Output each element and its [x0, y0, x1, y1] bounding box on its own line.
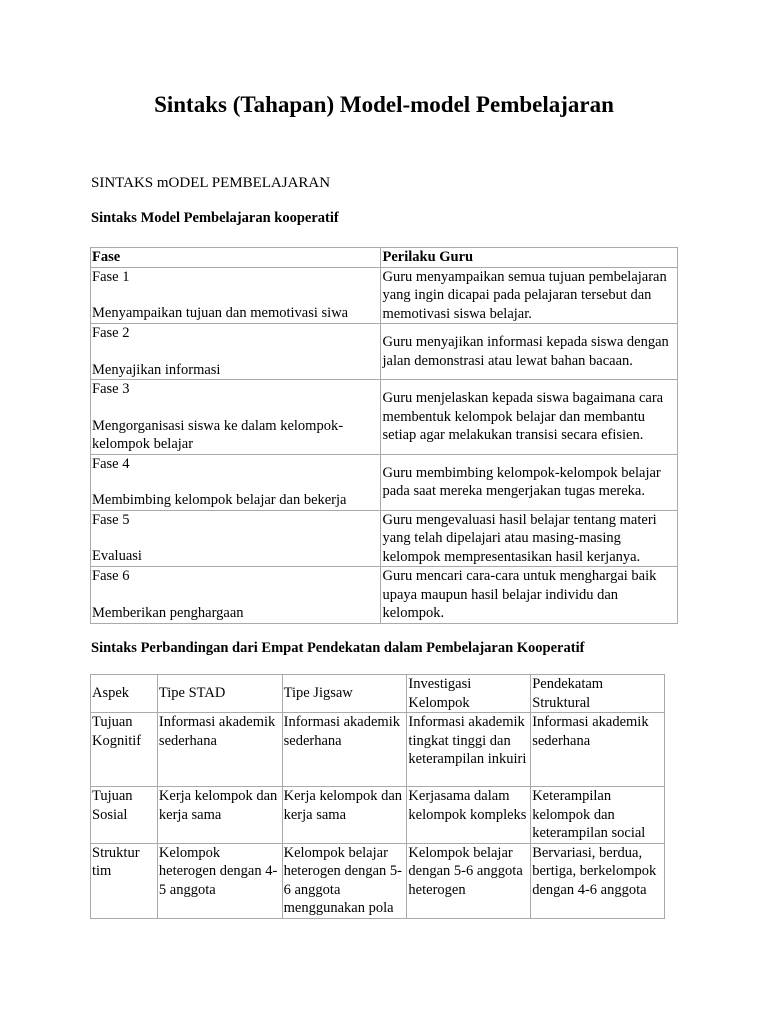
comparison-table [90, 674, 665, 919]
fase-number: Fase 3 [92, 381, 130, 397]
fase-number: Fase 6 [92, 568, 130, 584]
table-row [91, 713, 665, 787]
table-row [91, 787, 665, 844]
table-cell: Kelompok belajar heterogen dengan 5-6 anggota menggunakan pola [282, 843, 407, 918]
fase-number: Fase 2 [92, 325, 130, 341]
column-header-jigsaw: Tipe Jigsaw [282, 675, 407, 713]
teacher-behavior-cell: Guru menyampaikan semua tujuan pembelajaran yang ingin dicapai pada pelajaran tersebut dan memotivasi siswa belajar. [381, 267, 678, 324]
teacher-behavior-cell: Guru membimbing kelompok-kelompok belajar pada saat mereka mengerjakan tugas mereka. [381, 454, 678, 510]
subheading: SINTAKS mODEL PEMBELAJARAN [91, 175, 331, 191]
fase-description: Memberikan penghargaan [92, 604, 244, 621]
table-header-row [91, 675, 665, 713]
fase-cell [91, 454, 381, 510]
table-row [91, 510, 678, 567]
table-row [91, 567, 678, 624]
column-header-fase: Fase [91, 248, 381, 268]
table-row [91, 454, 678, 510]
column-header-perilaku-guru: Perilaku Guru [381, 248, 678, 268]
fase-cell [91, 510, 381, 567]
fase-number: Fase 4 [92, 455, 130, 472]
fase-cell [91, 567, 381, 624]
table-row [91, 843, 665, 918]
column-header-struktural: Pendekatam Struktural [531, 675, 665, 713]
fase-description: Menyajikan informasi [92, 361, 221, 378]
fase-description: Membimbing kelompok belajar dan bekerja [92, 492, 347, 508]
teacher-behavior-cell: Guru menyajikan informasi kepada siswa dengan jalan demonstrasi atau lewat bahan bacaan. [381, 324, 678, 380]
table-cell: Kelompok heterogen dengan 4-5 anggota [157, 843, 282, 918]
table-cell: Bervariasi, berdua, bertiga, berkelompok dengan 4-6 anggota [531, 843, 665, 918]
fase-description: Mengorganisasi siswa ke dalam kelompok-kelompok belajar [92, 417, 344, 452]
table-header-row [91, 248, 678, 268]
aspect-cell: Tujuan Sosial [91, 787, 158, 844]
teacher-behavior-cell: Guru mengevaluasi hasil belajar tentang materi yang telah dipelajari atau masing-masing kelompok mempresentasikan hasil kerjanya. [381, 510, 678, 567]
table-cell: Informasi akademik sederhana [531, 713, 665, 787]
fase-cell [91, 380, 381, 455]
teacher-behavior-cell: Guru mencari cara-cara untuk menghargai baik upaya maupun hasil belajar individu dan kelompok. [381, 567, 678, 624]
table-cell: Informasi akademik sederhana [282, 713, 407, 787]
fase-cell [91, 324, 381, 380]
fase-number: Fase 5 [92, 511, 130, 528]
section-heading-perbandingan: Sintaks Perbandingan dari Empat Pendekatan dalam Pembelajaran Kooperatif [91, 640, 585, 656]
fase-cell [91, 267, 381, 324]
kooperatif-syntax-table [90, 247, 678, 624]
page-title: Sintaks (Tahapan) Model-model Pembelajaran [154, 92, 614, 117]
table-cell: Keterampilan kelompok dan keterampilan social [531, 787, 665, 844]
section-heading-kooperatif: Sintaks Model Pembelajaran kooperatif [91, 210, 339, 226]
fase-description: Evaluasi [92, 548, 142, 564]
teacher-behavior-cell: Guru menjelaskan kepada siswa bagaimana cara membentuk kelompok belajar dan membantu setiap agar melakukan transisi secara efisien. [381, 380, 678, 455]
table-cell: Informasi akademik tingkat tinggi dan keterampilan inkuiri [407, 713, 531, 787]
table-cell: Kerjasama dalam kelompok kompleks [407, 787, 531, 844]
column-header-investigasi: Investigasi Kelompok [407, 675, 531, 713]
column-header-aspek: Aspek [91, 675, 158, 713]
table-row [91, 380, 678, 455]
table-cell: Kelompok belajar dengan 5-6 anggota heterogen [407, 843, 531, 918]
table-cell: Kerja kelompok dan kerja sama [282, 787, 407, 844]
table-row [91, 324, 678, 380]
column-header-stad: Tipe STAD [157, 675, 282, 713]
fase-description: Menyampaikan tujuan dan memotivasi siwa [92, 305, 349, 321]
aspect-cell: Struktur tim [91, 843, 158, 918]
fase-number: Fase 1 [92, 268, 130, 285]
table-row [91, 267, 678, 324]
aspect-cell: Tujuan Kognitif [91, 713, 158, 787]
table-cell: Kerja kelompok dan kerja sama [157, 787, 282, 844]
table-cell: Informasi akademik sederhana [157, 713, 282, 787]
